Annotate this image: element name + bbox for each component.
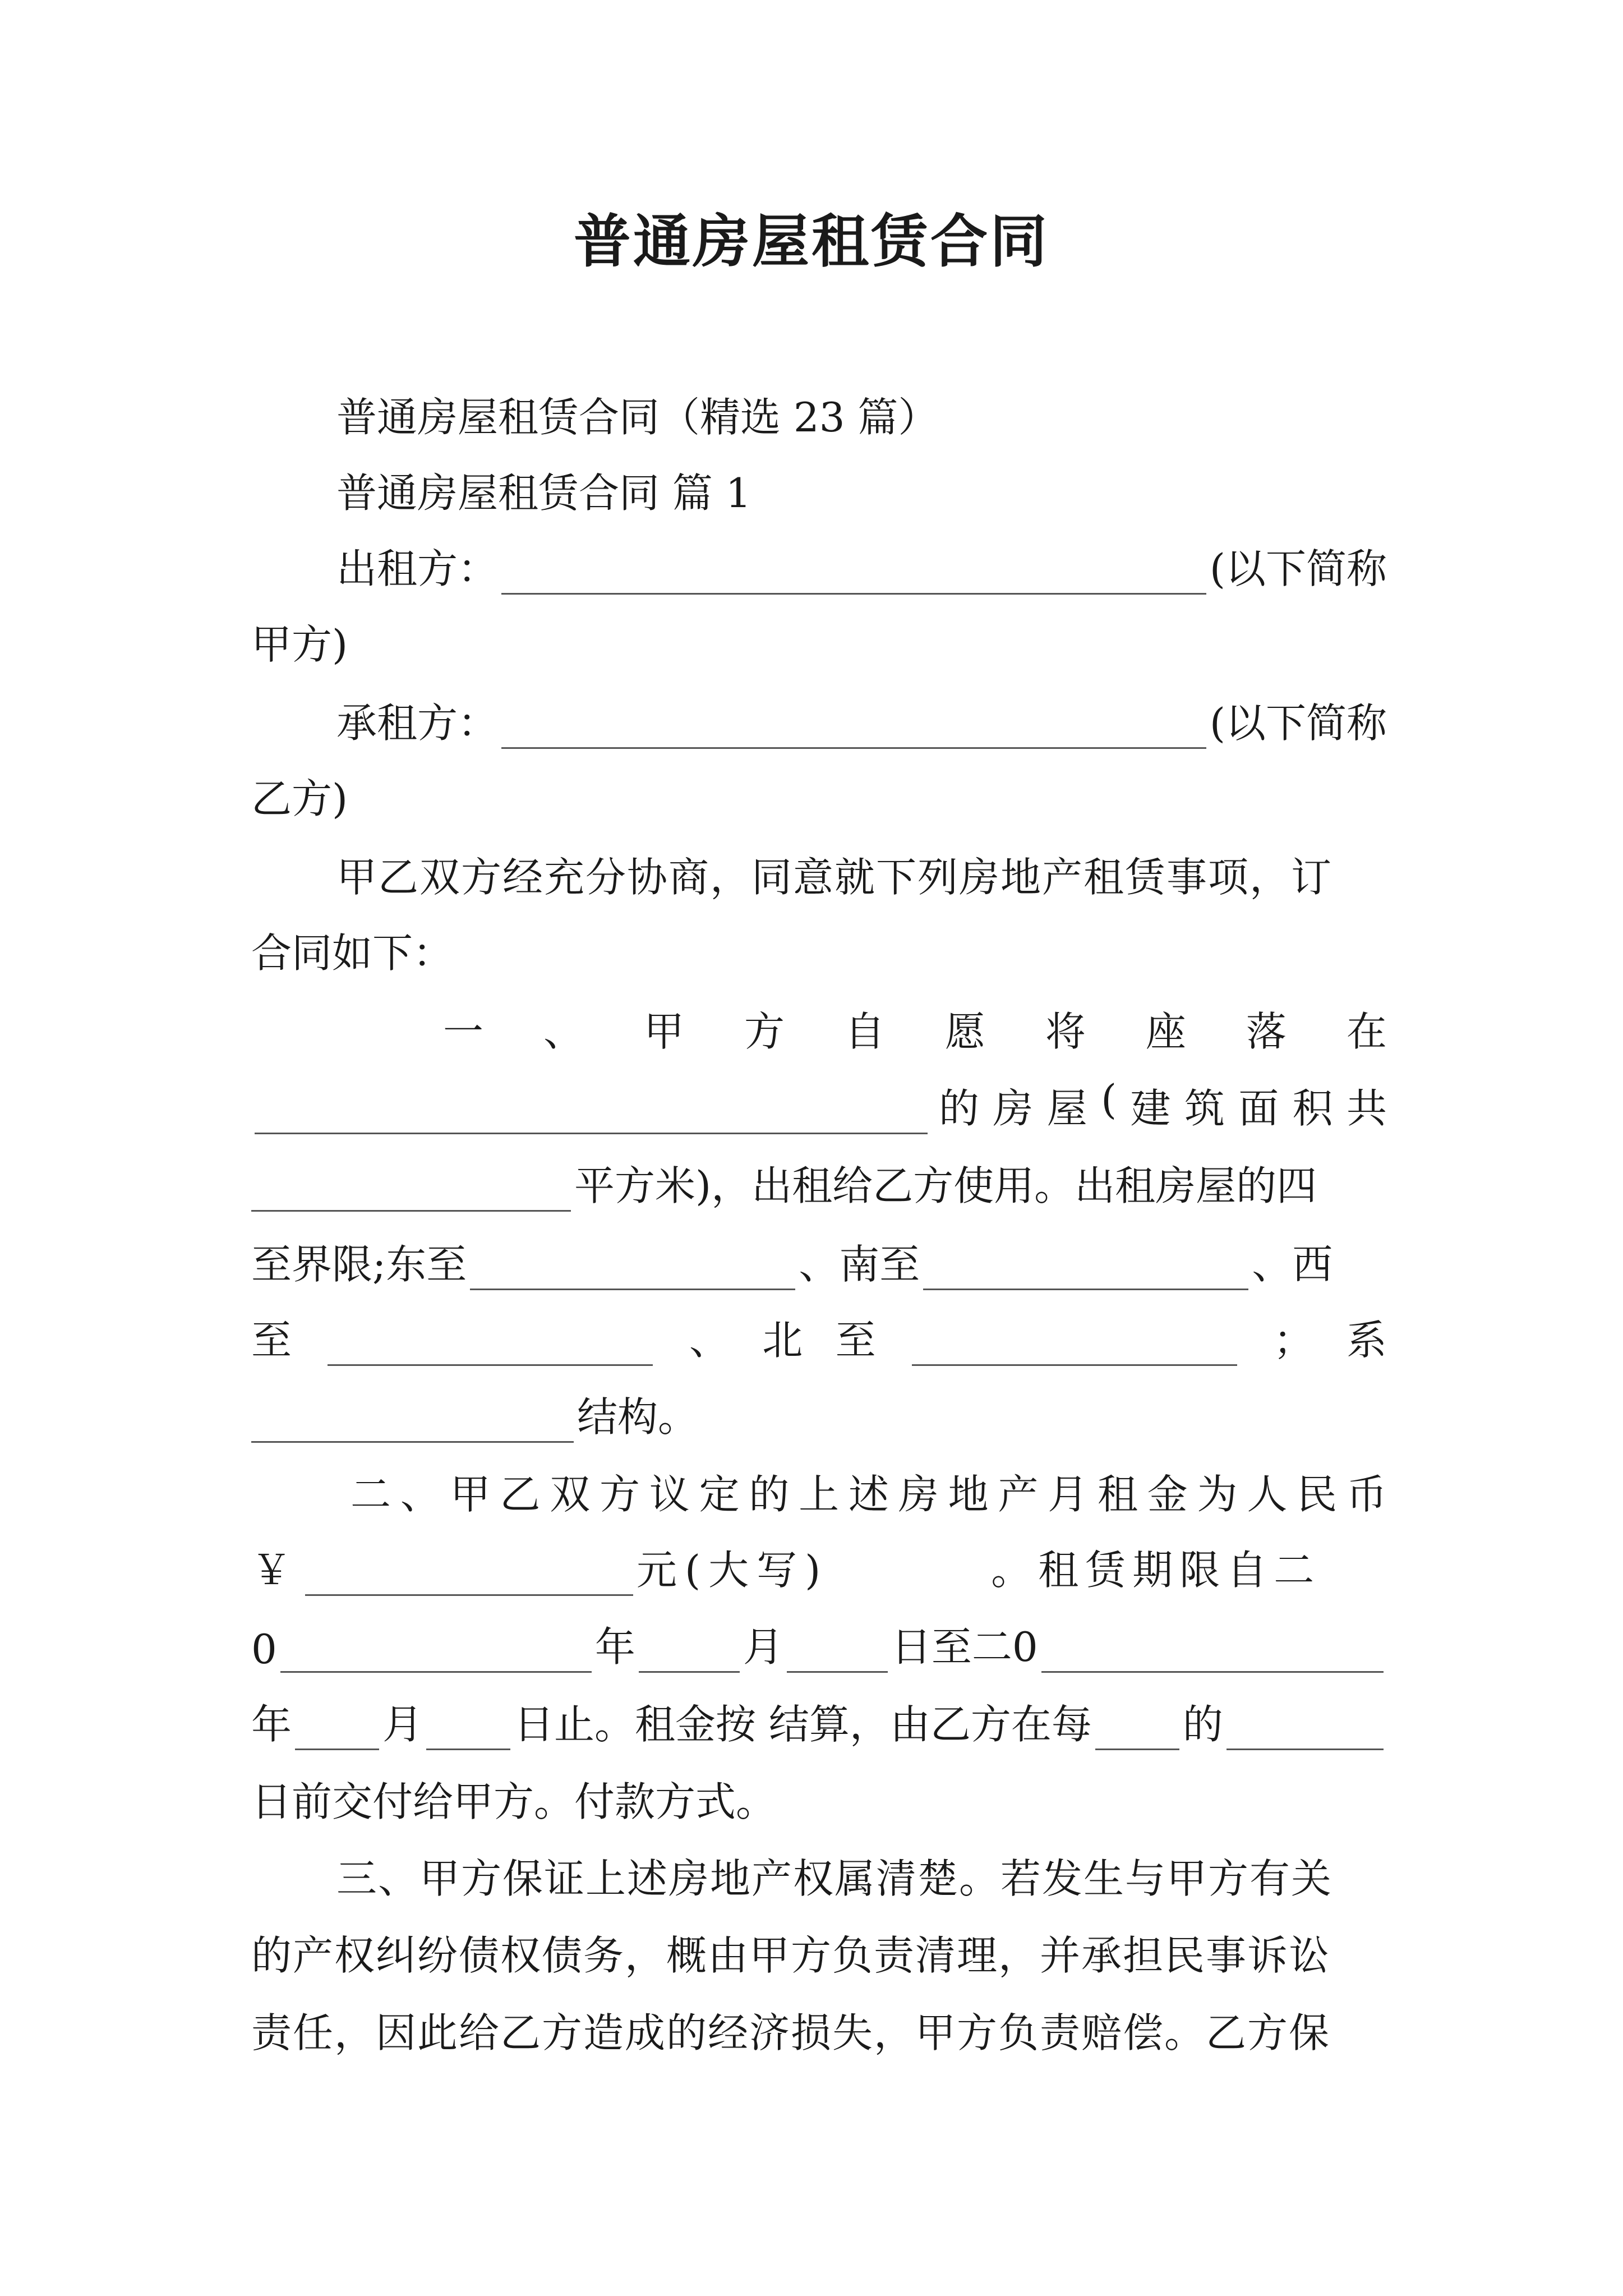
label-text: 至 [251, 1317, 292, 1364]
location-blank[interactable] [255, 1094, 928, 1134]
start-month-blank[interactable] [639, 1633, 740, 1673]
document-title: 普通房屋租赁合同 [574, 208, 1049, 275]
char: 落 [1246, 1008, 1287, 1055]
label-text: 出租方： [336, 545, 499, 592]
char: 甲 [450, 1471, 491, 1518]
label-text: 北 [762, 1317, 803, 1364]
label-text: 、南至 [799, 1241, 920, 1288]
char: 产 [998, 1471, 1039, 1518]
label-text: 日至二0 [891, 1623, 1038, 1671]
term-line [251, 1688, 1387, 1750]
subtitle-line [336, 381, 1402, 443]
boundary-line [251, 1304, 1387, 1366]
char: 述 [848, 1471, 889, 1518]
char: 双 [550, 1471, 591, 1518]
char: 房 [898, 1471, 939, 1518]
label-text: 、 [689, 1317, 730, 1364]
char: 的 [749, 1471, 790, 1518]
paragraph-line [251, 1766, 1387, 1828]
paragraph-text: 普通房屋租赁合同（精选 23 篇） [336, 394, 939, 441]
char: 租 [1097, 1471, 1138, 1518]
label-text: 的 [1182, 1701, 1223, 1748]
paragraph-text: 普通房屋租赁合同 篇 1 [336, 470, 751, 517]
label-text: 。租赁期限自二 [991, 1547, 1321, 1594]
char: 人 [1247, 1471, 1288, 1518]
char: 乙 [500, 1471, 541, 1518]
label-text: 元(大写) [637, 1547, 829, 1594]
char: 地 [948, 1471, 989, 1518]
label-text: 月 [743, 1623, 783, 1671]
char: 金 [1147, 1471, 1188, 1518]
label-text: 、西 [1252, 1241, 1333, 1288]
char: 将 [1045, 1008, 1086, 1055]
section-heading [336, 457, 1402, 519]
label-text: 至 [835, 1317, 876, 1364]
end-month-blank[interactable] [295, 1710, 379, 1750]
paragraph-text: 的产权纠纷债权债务，概由甲方负责清理，并承担民事诉讼 [251, 1932, 1331, 1979]
payment-period-blank[interactable] [1095, 1710, 1179, 1750]
char: 筑 [1184, 1085, 1225, 1132]
structure-blank[interactable] [251, 1403, 574, 1443]
start-year-blank[interactable] [280, 1633, 592, 1673]
paragraph-line [251, 763, 1387, 825]
payment-day-blank[interactable] [1227, 1710, 1384, 1750]
char: 建 [1130, 1085, 1171, 1132]
char: 币 [1346, 1471, 1387, 1518]
south-blank[interactable] [923, 1250, 1248, 1290]
area-blank[interactable] [251, 1172, 571, 1212]
paragraph-text: 责任，因此给乙方造成的经济损失，甲方负责赔偿。乙方保 [251, 2009, 1331, 2056]
char: 自 [844, 1008, 885, 1055]
char: 积 [1292, 1085, 1333, 1132]
char: 民 [1297, 1471, 1338, 1518]
end-day-blank[interactable] [426, 1710, 510, 1750]
start-day-blank[interactable] [787, 1633, 888, 1673]
currency-symbol: ￥ [251, 1547, 292, 1594]
char: 愿 [944, 1008, 985, 1055]
char: ( [1101, 1076, 1117, 1123]
char: 定 [699, 1471, 740, 1518]
clause-1-line [251, 1150, 1387, 1212]
clause-1-line [443, 996, 1387, 1057]
char: 在 [1346, 1008, 1387, 1055]
term-line [251, 1611, 1387, 1673]
clause-1-line [251, 1073, 1387, 1134]
paragraph-line [251, 1997, 1387, 2059]
label-text: 日止。租金按 结算，由乙方在每 [514, 1701, 1092, 1748]
paragraph-text: 甲乙双方经充分协商，同意就下列房地产租赁事项，订 [336, 854, 1333, 901]
label-text: 承租方： [336, 700, 499, 747]
char: 议 [649, 1471, 690, 1518]
char: 方 [744, 1008, 785, 1055]
char: 房 [993, 1085, 1034, 1132]
char: 、 [400, 1471, 441, 1518]
boundary-line [251, 1228, 1387, 1290]
paragraph-line [251, 917, 1387, 979]
rent-line [251, 1534, 1387, 1596]
char: 屋 [1046, 1085, 1087, 1132]
label-text: 年 [251, 1701, 292, 1748]
char: 月 [1048, 1471, 1089, 1518]
end-year-blank[interactable] [1041, 1633, 1384, 1673]
char: 的 [939, 1085, 980, 1132]
char: 甲 [643, 1008, 684, 1055]
char: 二 [351, 1471, 391, 1518]
label-text: 月 [382, 1701, 423, 1748]
char: 、 [543, 1008, 584, 1055]
label-text: 0 [251, 1626, 277, 1673]
west-blank[interactable] [328, 1326, 653, 1366]
clause-3-line [336, 1843, 1387, 1904]
lessee-line [336, 687, 1387, 749]
paragraph-text: 三、甲方保证上述房地产权属清楚。若发生与甲方有关 [336, 1855, 1333, 1902]
label-text: (以下简称 [1209, 545, 1387, 592]
lessee-blank[interactable] [501, 709, 1206, 749]
char: 方 [599, 1471, 640, 1518]
lessor-blank[interactable] [501, 555, 1206, 595]
paragraph-line [251, 1920, 1387, 1981]
label-text: ； [1273, 1317, 1314, 1364]
structure-line [251, 1381, 1387, 1443]
paragraph-line [336, 841, 1387, 903]
clause-2-line [351, 1458, 1387, 1520]
lessor-line [336, 533, 1387, 595]
label-text: 至界限;东至 [251, 1241, 467, 1288]
char: 上 [799, 1471, 840, 1518]
char: 一 [443, 1008, 484, 1055]
paragraph-text: 平方米)，出租给乙方使用。出租房屋的四 [574, 1162, 1317, 1209]
char: 共 [1346, 1085, 1387, 1132]
paragraph-text: 日前交付给甲方。付款方式。 [251, 1778, 777, 1825]
rent-amount-blank[interactable] [305, 1556, 633, 1596]
label-text: 系 [1346, 1317, 1387, 1364]
char: 座 [1145, 1008, 1186, 1055]
char: 为 [1197, 1471, 1238, 1518]
north-blank[interactable] [912, 1326, 1237, 1366]
paragraph-text: 合同如下： [251, 930, 454, 977]
char: 面 [1238, 1085, 1279, 1132]
paragraph-text: 甲方) [251, 621, 348, 668]
east-blank[interactable] [470, 1250, 795, 1290]
label-text: (以下简称 [1209, 700, 1387, 747]
paragraph-text: 结构。 [577, 1393, 699, 1441]
paragraph-line [251, 609, 1387, 670]
label-text: 年 [594, 1623, 635, 1671]
paragraph-text: 乙方) [251, 775, 348, 822]
